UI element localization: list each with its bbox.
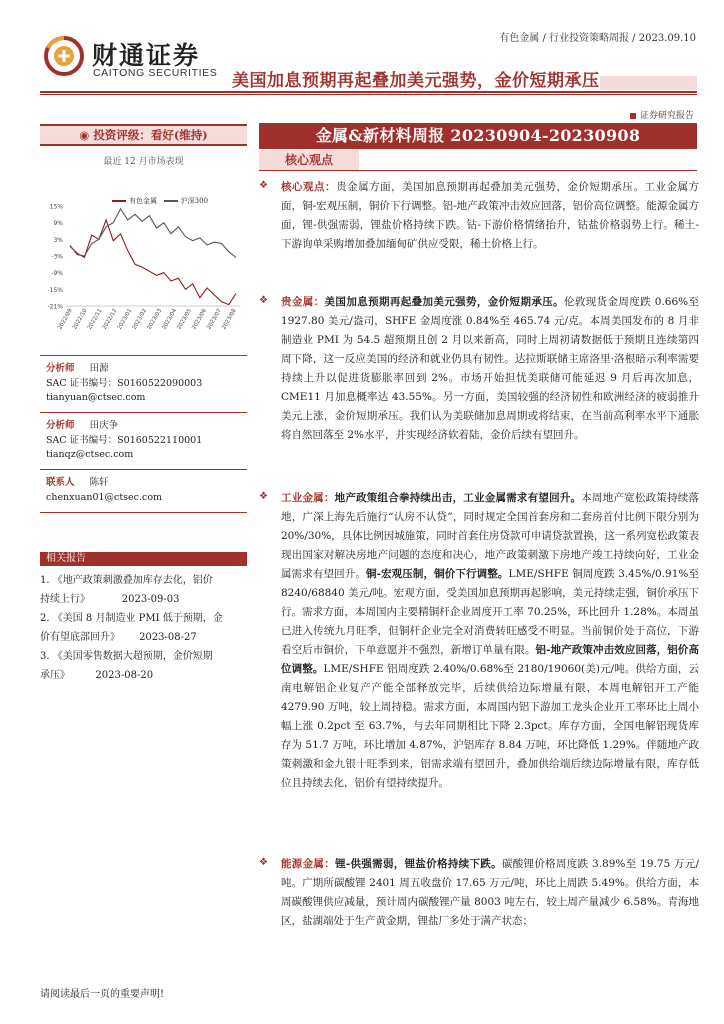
target-icon: ◉: [79, 128, 94, 142]
contact-email[interactable]: chenxuan01@ctsec.com: [46, 491, 163, 503]
related-report-line[interactable]: 3. 《美国零售数据大超预期，金价短期: [40, 651, 213, 662]
contact-block: 联系人 陈轩 chenxuan01@ctsec.com: [46, 476, 162, 505]
divider: [40, 469, 247, 470]
caitong-logo-icon: [44, 36, 84, 76]
header-accent-bar: [600, 76, 697, 90]
related-reports-list: [40, 571, 250, 685]
section-precious-metals: ❖ 贵金属：美国加息预期再起叠加美元强势，金价短期承压。伦敦现货金周度跌 0.66%至 1927.80 美元/盎司，SHFE 金周度涨 0.84%至 465.74 元/克。本周美国发布的 8 月非制造业 PMI 为 54.5 超预期且创 2 月以来新高，同时上周初请数据低于预期且连续第四周下降，这一反应美国的经济和就业仍具有韧性。达拉斯联储主席洛里·洛根暗示利率需要持续上升以促进货膨胀率回到 2%。市场开始担忧美联储可能延迟 9 月后再次加息，CME11 月加息概率达 43.55%。另一方面，美国较强的经济韧性和欧洲经济的疲弱推升美元上涨，金价短期承压。我们认为美联储加息周期或将结束，在当前高利率水平下通胀将自然回落至 2%水平，并实现经济软着陆，金价后续有望回升。: [259, 295, 700, 441]
y-tick-label: -15%: [47, 286, 63, 294]
market-performance-chart: [40, 194, 247, 344]
square-icon: [630, 113, 636, 119]
x-tick-label: 2023/08: [221, 308, 238, 331]
header-rule: [40, 91, 697, 93]
weekly-report-title: 金属&新材料周报 20230904-20230908: [259, 123, 697, 149]
y-tick-label: -3%: [51, 253, 63, 261]
divider: [40, 512, 247, 513]
x-tick-label: 2023/06: [191, 308, 208, 331]
analyst-email[interactable]: tianqz@ctsec.com: [46, 449, 134, 460]
analyst-email[interactable]: tianyuan@ctsec.com: [46, 392, 146, 403]
divider: [40, 355, 247, 356]
series-line-hs300: [70, 209, 236, 258]
x-tick-label: 2022/10: [72, 308, 89, 331]
x-tick-label: 2022/09: [57, 308, 74, 331]
x-tick-label: 2022/11: [86, 308, 104, 331]
brand-name-en: CAITONG SECURITIES: [93, 67, 218, 79]
core-views-rule: [259, 170, 697, 171]
investment-rating: ◉ 投资评级：看好(维持): [40, 124, 247, 146]
legend-swatch-hs300: [164, 200, 178, 202]
series-line-nonferrous: [70, 220, 236, 305]
core-views-tab: 核心观点: [259, 150, 359, 170]
section-energy-metals: ❖ 能源金属：锂-供强需弱，锂盐价格持续下跌。碳酸锂价格周度跌 3.89%至 19.75 万元/吨。广期所碳酸锂 2401 周五收盘价 17.65 万元/吨，环比上周跌 5.49%。供给方面，本周碳酸锂供应减量，预计周内碳酸锂产量 8003 吨左右，较上周产量减少 6.58%。青海地区，盐湖端处于生产黄金期，锂盐厂多处于满产状态；: [259, 857, 700, 927]
section-industrial-metals: ❖ 工业金属：地产政策组合拳持续出击，工业金属需求有望回升。本周地产宽松政策持续落地，广深上海先后施行“认房不认贷”，同时规定全国首套房和二套房首付比例下限分别为 20%/30%，具体比例因城施策，同时首套住房贷款可申请贷款置换，这一系列宽松政策表现出国家对解决房地产问题的态度和决心，地产政策刺激下房地产竣工持续向好，工业金属需求有望回升。铜-宏观压制，铜价下行调整。LME/SHFE 铜周度跌 3.45%/0.91%至 8240/68840 美元/吨。宏观方面，受美国加息预期再起影响，美元持续走强，铜价承压下行。需求方面，本周国内主要精铜杆企业周度开工率 70.25%，环比回升 1.28%。本周虽已进入传统九月旺季，但铜杆企业完全对消费转旺感受不明显。当前铜价处于高位，下游看空后市铜价，下单意愿并不强烈，新增订单量有限。铝-地产政策冲击效应回落，铝价高位调整。LME/SHFE 铝周度跌 2.40%/0.68%至 2180/19060(美)元/吨。供给方面，云南电解铝企业复产产能全部释放完毕，后续供给边际增量有限，本周电解铝开工产能 4279.90 万吨，较上周持稳。需求方面，本周国内铝下游加工龙头企业开工率环比上周小幅上涨 0.2pct 至 63.7%，与去年同期相比下降 2.3pct。库存方面，全国电解铝现货库存为 51.7 万吨，环比增加 4.87%，沪铝库存 8.84 万吨，环比降低 1.29%。伴随地产政策刺激和金九银十旺季到来，铝需求端有望回升，叠加供给端后续边际增量有限，库存低位且持续去化，铝价有望持续提升。: [259, 491, 700, 789]
analyst-block: 分析师 田源 SAC 证书编号：S0160522090003 tianyuan@ctsec.com: [46, 362, 202, 406]
x-tick-label: 2023/01: [116, 308, 134, 331]
related-report-line[interactable]: 价有望底部回升》 2023-08-27: [40, 632, 197, 643]
y-tick-label: 9%: [53, 220, 63, 228]
y-tick-label: 3%: [53, 236, 63, 244]
report-type: 证券研究报告: [630, 108, 694, 121]
y-tick-label: -21%: [47, 303, 63, 311]
y-tick-label: 15%: [49, 203, 63, 211]
x-tick-label: 2023/02: [131, 308, 149, 331]
diamond-bullet-icon: ❖: [259, 491, 268, 502]
brand-name-cn: 财通证券: [92, 41, 201, 70]
diamond-bullet-icon: ❖: [259, 857, 268, 868]
x-tick-label: 2023/03: [146, 308, 164, 331]
related-report-line[interactable]: 承压》 2023-08-20: [40, 670, 154, 681]
disclaimer-note: 请阅读最后一页的重要声明!: [40, 989, 165, 1000]
x-tick-label: 2022/12: [101, 308, 119, 331]
diamond-bullet-icon: ❖: [259, 180, 268, 191]
report-headline: 美国加息预期再起叠加美元强势，金价短期承压: [232, 71, 600, 91]
diamond-bullet-icon: ❖: [259, 295, 268, 306]
header-rule-thin: [40, 94, 697, 95]
chart-legend: 有色金属 沪深300: [112, 196, 208, 206]
chart-title: 最近 12 月市场表现: [103, 157, 184, 167]
x-tick-label: 2023/05: [176, 308, 194, 331]
related-report-line[interactable]: 持续上行》 2023-09-03: [40, 594, 180, 605]
breadcrumb: 有色金属 / 行业投资策略周报 / 2023.09.10: [499, 33, 696, 44]
y-tick-label: -9%: [51, 270, 63, 278]
x-tick-label: 2023/04: [161, 308, 179, 331]
analyst-block: 分析师 田庆争 SAC 证书编号：S0160522110001 tianqz@ctsec.com: [46, 419, 202, 463]
x-tick-label: 2023/07: [206, 308, 223, 331]
related-report-line[interactable]: 2. 《美国 8 月制造业 PMI 低于预期，金: [40, 613, 223, 624]
section-core: ❖ 核心观点：贵金属方面，美国加息预期再起叠加美元强势，金价短期承压。工业金属方面，铜-宏观压制，铜价下行调整。铝-地产政策冲击效应回落，铝价高位调整。能源金属方面，锂-供强需弱，锂盐价格持续下跌。钴-下游价格情绪抬升，钴盐价格弱势上行。稀土-下游询单采购增加叠加缅甸矿供应受限，稀土价格上行。: [259, 180, 700, 250]
legend-swatch-nonferrous: [112, 200, 126, 202]
divider: [40, 412, 247, 413]
related-report-line[interactable]: 1. 《地产政策刺激叠加库存去化，铝价: [40, 575, 213, 586]
related-reports-header: 相关报告: [40, 552, 247, 566]
